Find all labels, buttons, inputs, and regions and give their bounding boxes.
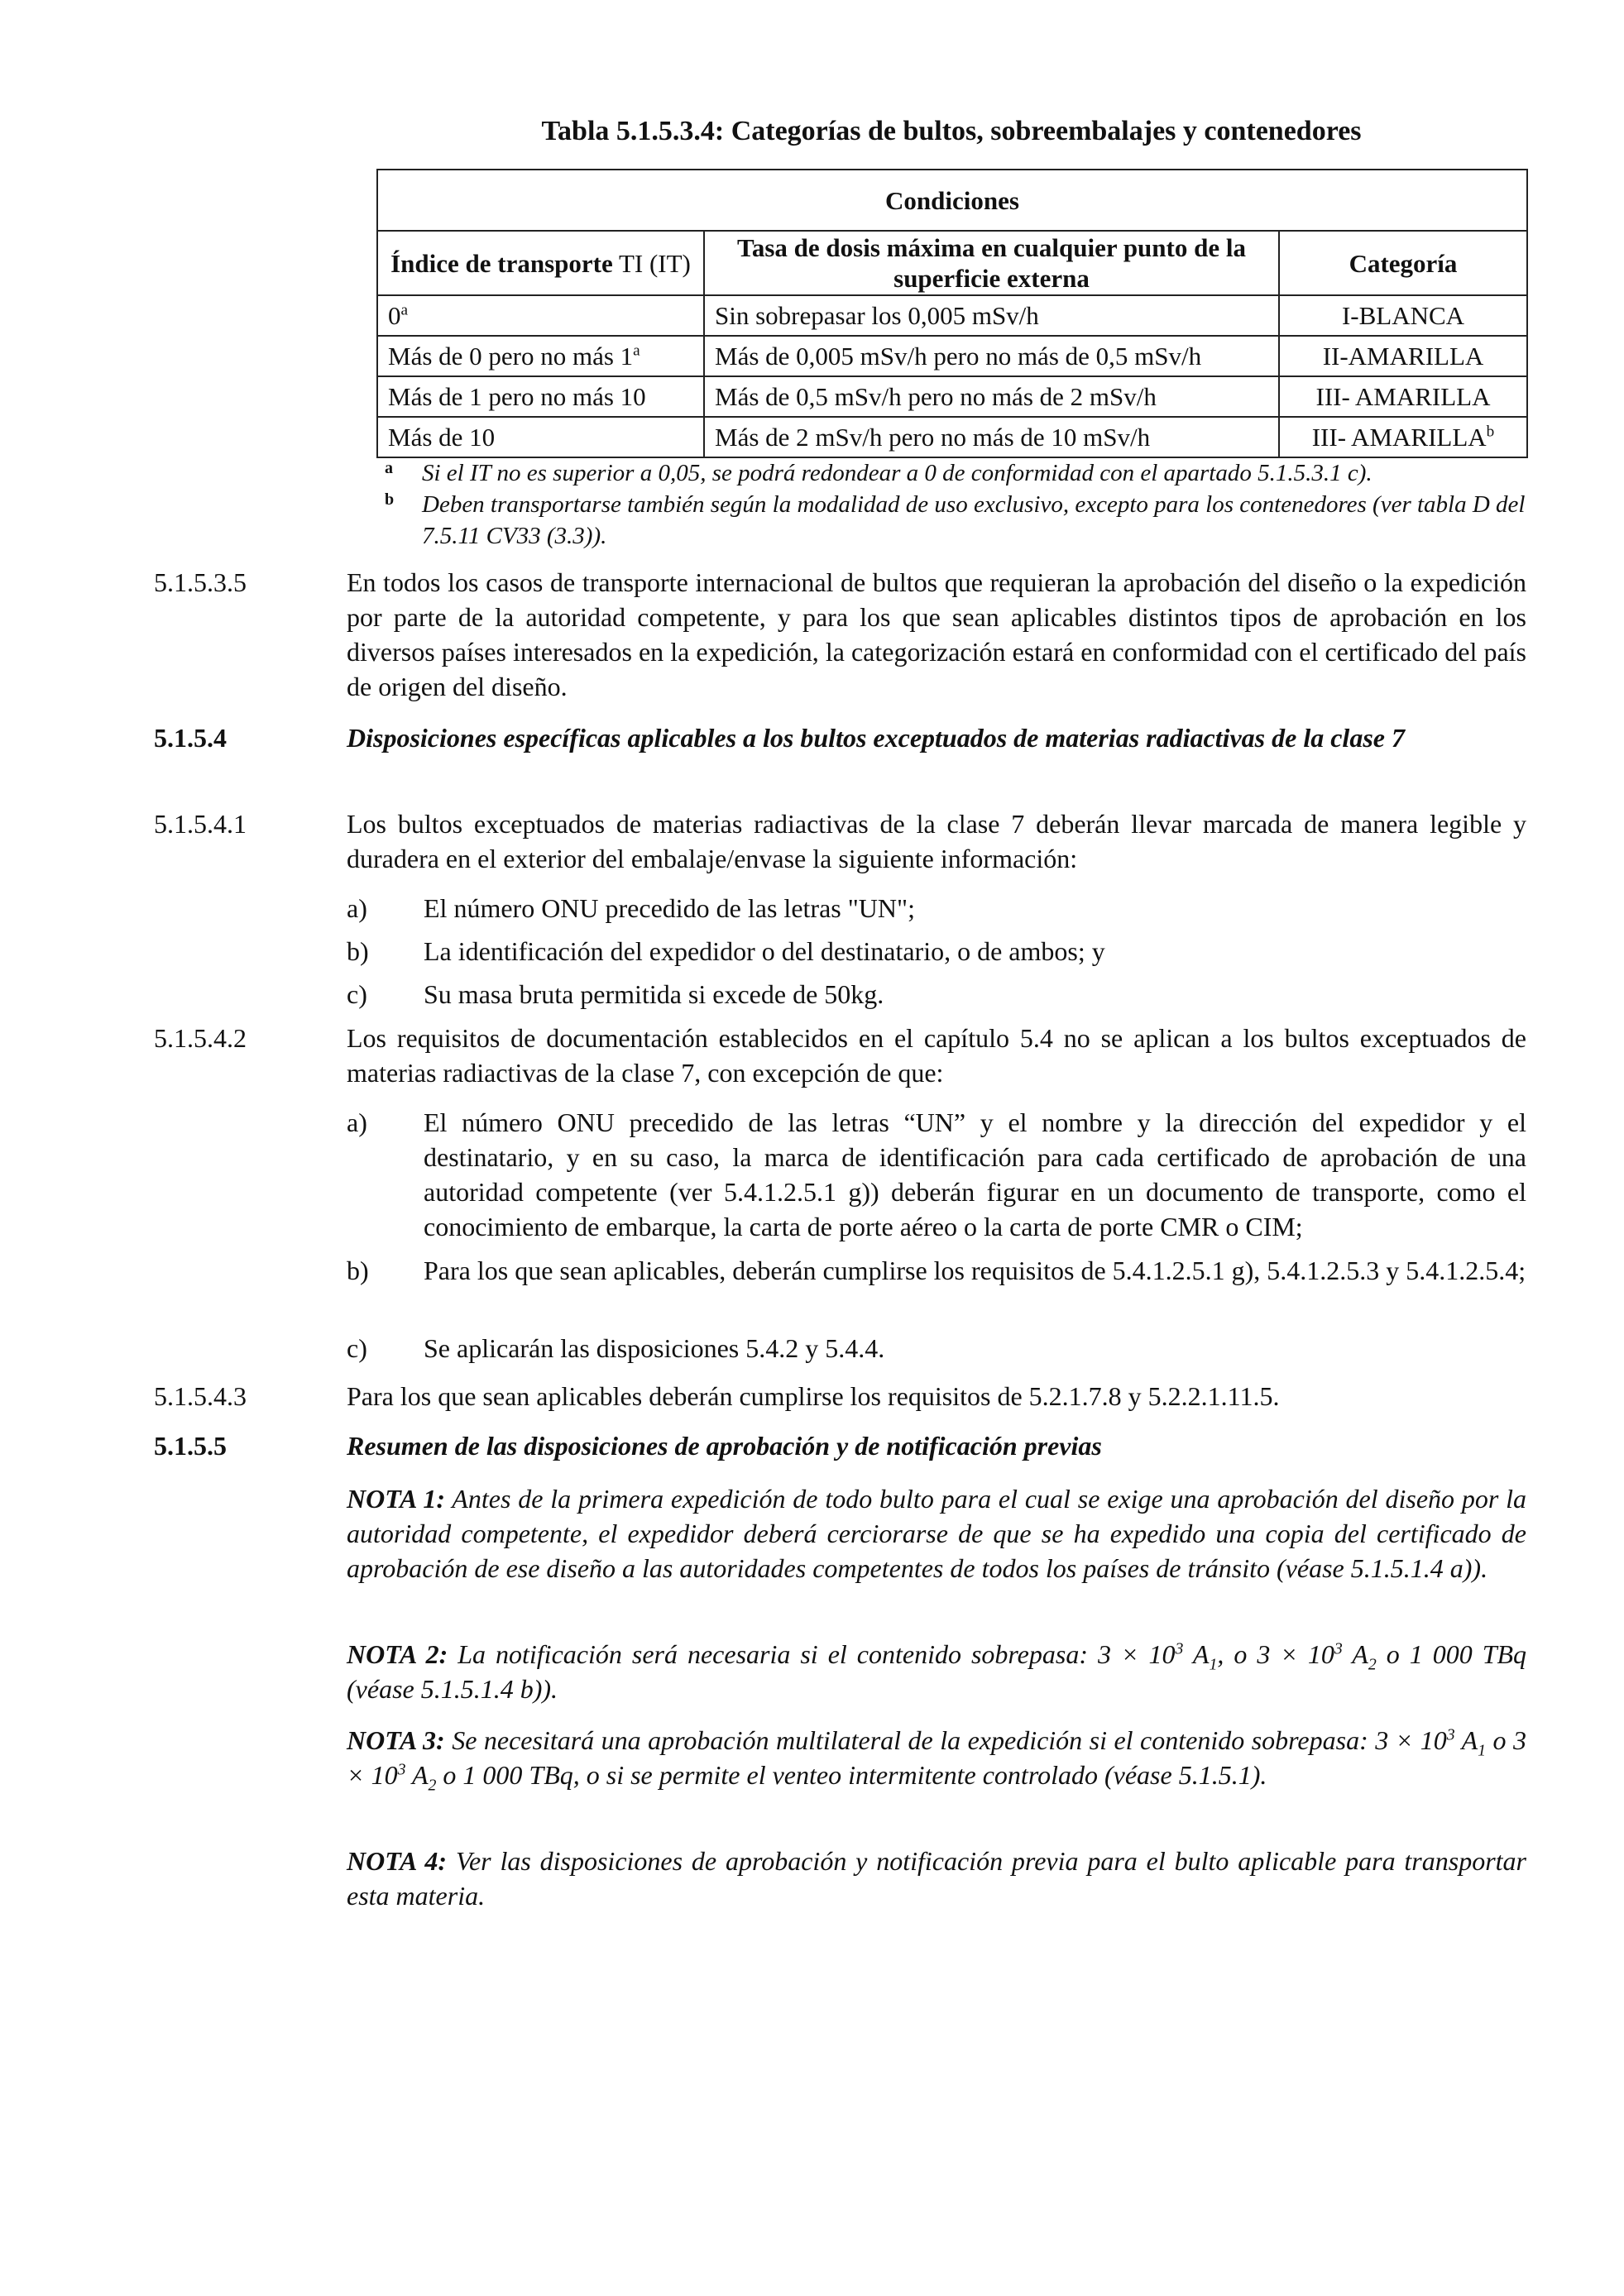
paragraph-5-1-5-4-1: Los bultos exceptuados de materias radiactivas de la clase 7 deberán llevar marcada de manera legible y duradera en el exterior del embalaje/envase la siguiente información: xyxy=(347,809,1526,873)
list-label: c) xyxy=(347,1333,367,1363)
header-transport-index: Índice de transporte TI (IT) xyxy=(377,231,704,295)
category-table xyxy=(376,169,1528,458)
paragraph-5-1-5-3-5: En todos los casos de transporte internacional de bultos que requieran la aprobación del diseño o la expedición por parte de la autoridad competente, y para los que sean aplicables distintos tipos de aprobación en los diversos países interesados en la expedición, la categorización estará en conformidad con el certificado del país de origen del diseño. xyxy=(347,567,1526,701)
note-3: NOTA 3: Se necesitará una aprobación multilateral de la expedición si el contenido sobrepasa: $3 \times 10^3$ $A_1$ o $3 \times 10^3$ $A_2$ o 1 000 TBq, o si se permite el venteo intermitente controlado (véase 5.1.5.1). xyxy=(347,1725,1527,1795)
cell-rate: Más de 0,5 mSv/h pero no más de 2 mSv/h xyxy=(704,376,1279,417)
header-category: Categoría xyxy=(1279,231,1527,295)
cell-category: I-BLANCA xyxy=(1279,295,1527,336)
paragraph-5-1-5-4-2: Los requisitos de documentación establecidos en el capítulo 5.4 no se aplican a los bultos exceptuados de materias radiactivas de la clase 7, con excepción de que: xyxy=(347,1023,1526,1088)
list-item: Su masa bruta permitida si excede de 50kg. xyxy=(424,979,884,1009)
list-label: c) xyxy=(347,979,367,1009)
table-row xyxy=(377,295,1527,336)
cell-rate: Más de 0,005 mSv/h pero no más de 0,5 mSv/h xyxy=(704,336,1279,376)
list-label: b) xyxy=(347,936,369,966)
section-number: 5.1.5.5 xyxy=(154,1431,227,1461)
cell-category: III- AMARILLA xyxy=(1279,376,1527,417)
header-conditions: Condiciones xyxy=(377,170,1527,231)
table-row xyxy=(377,376,1527,417)
cell-ti: Más de 0 pero no más 1$^a$ xyxy=(377,336,704,376)
header-dose-rate: Tasa de dosis máxima en cualquier punto de la superficie externa xyxy=(704,231,1279,295)
table-title: Tabla 5.1.5.3.4: Categorías de bultos, sobreembalajes y contenedores xyxy=(541,116,1362,146)
cell-ti: Más de 1 pero no más 10 xyxy=(377,376,704,417)
cell-category: II-AMARILLA xyxy=(1279,336,1527,376)
section-number: 5.1.5.4 xyxy=(154,723,227,753)
paragraph-5-1-5-4-3: Para los que sean aplicables deberán cumplirse los requisitos de 5.2.1.7.8 y 5.2.2.1.11.5. xyxy=(347,1381,1280,1411)
list-item: El número ONU precedido de las letras “UN” y el nombre y la dirección del expedidor y el destinatario, y en su caso, la marca de identificación para cada certificado de aprobación de una autoridad competente (ver 5.4.1.2.5.1 g)) deberán figurar en un documento de transporte, como el conocimiento de embarque, la carta de porte aéreo o la carta de porte CMR o CIM; xyxy=(424,1107,1526,1241)
list-item: Se aplicarán las disposiciones 5.4.2 y 5.4.4. xyxy=(424,1333,885,1363)
table-row xyxy=(377,417,1527,457)
cell-rate: Más de 2 mSv/h pero no más de 10 mSv/h xyxy=(704,417,1279,457)
footnote-a: a Si el IT no es superior a 0,05, se podrá redondear a 0 de conformidad con el apartado 5.1.5.3.1 c). xyxy=(385,459,1372,486)
cell-ti: 0$^a$ xyxy=(377,295,704,336)
note-1: NOTA 1: Antes de la primera expedición de todo bulto para el cual se exige una aprobación del diseño por la autoridad competente, el expedidor deberá cerciorarse de que se ha expedido una copia del certificado de aprobación de ese diseño a las autoridades competentes de todos los países de tránsito (véase 5.1.5.1.4 a)). xyxy=(347,1484,1527,1583)
cell-rate: Sin sobrepasar los 0,005 mSv/h xyxy=(704,295,1279,336)
note-2: NOTA 2: La notificación será necesaria si el contenido sobrepasa: $3 \times 10^3$ $A_1$, o $3 \times 10^3$ $A_2$ o 1 000 TBq (véase 5.1.5.1.4 b)). xyxy=(347,1639,1527,1704)
list-item: Para los que sean aplicables, deberán cumplirse los requisitos de 5.4.1.2.5.1 g), 5.4.1.2.5.3 y 5.4.1.2.5.4; xyxy=(424,1256,1526,1285)
section-number: 5.1.5.3.5 xyxy=(154,567,247,597)
footnote-b: b Deben transportarse también según la modalidad de uso exclusivo, excepto para los contenedores (ver tabla D del 7.5.11 CV33 (3.3)). xyxy=(385,490,1526,549)
cell-ti: Más de 10 xyxy=(377,417,704,457)
section-number: 5.1.5.4.1 xyxy=(154,809,247,839)
list-label: a) xyxy=(347,1107,367,1137)
section-number: 5.1.5.4.3 xyxy=(154,1381,247,1411)
list-item: La identificación del expedidor o del destinatario, o de ambos; y xyxy=(424,936,1105,966)
list-label: a) xyxy=(347,893,367,923)
list-label: b) xyxy=(347,1256,369,1285)
table-row xyxy=(377,336,1527,376)
section-number: 5.1.5.4.2 xyxy=(154,1023,247,1053)
note-4: NOTA 4: Ver las disposiciones de aprobación y notificación previa para el bulto aplicable para transportar esta materia. xyxy=(347,1846,1527,1911)
heading-5-1-5-4: Disposiciones específicas aplicables a los bultos exceptuados de materias radiactivas de la clase 7 xyxy=(347,723,1405,753)
heading-5-1-5-5: Resumen de las disposiciones de aprobación y de notificación previas xyxy=(347,1431,1102,1461)
cell-category: III- AMARILLA$^b$ xyxy=(1279,417,1527,457)
list-item: El número ONU precedido de las letras "UN"; xyxy=(424,893,915,923)
